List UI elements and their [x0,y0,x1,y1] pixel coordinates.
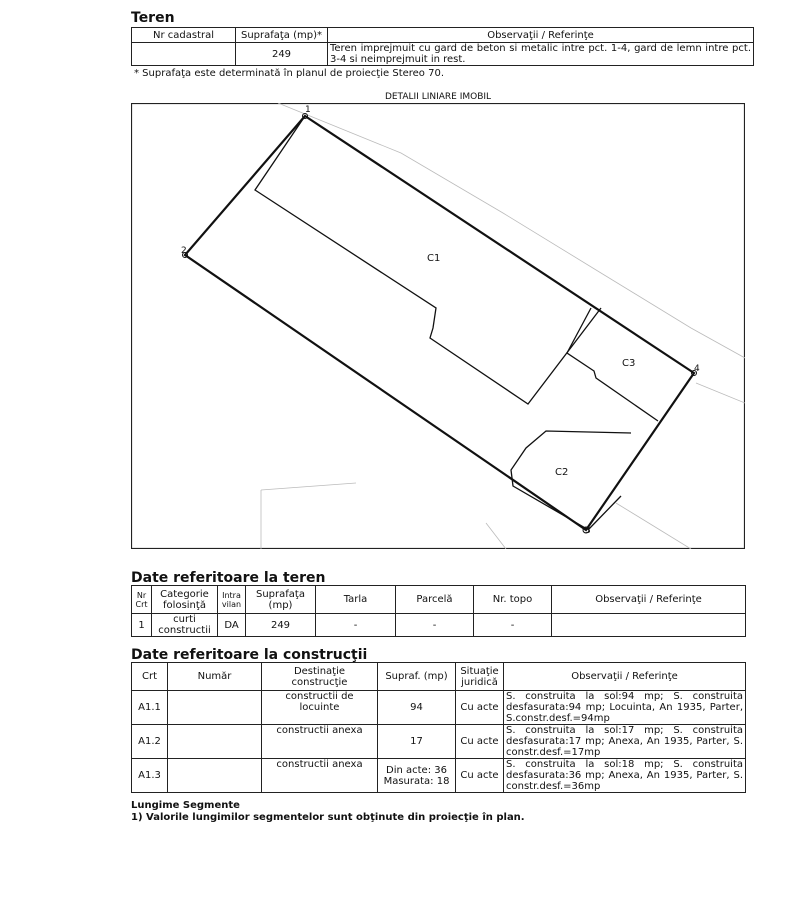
table-row [132,725,746,759]
header-intravilan-line2: vilan [221,599,242,609]
teren-title: Teren [131,10,175,26]
cell-situatie: Cu acte [456,725,504,759]
header-crt: Crt [132,663,168,691]
header-destinatie-line1: Destinaţie [293,665,346,677]
building-label-c1: C1 [427,253,441,264]
header-categorie-line2: folosinţă [163,599,206,611]
cell-categorie-line1: curti [173,614,196,625]
cell-supraf-line2: Masurata: 18 [383,775,450,787]
cell-categorie-line2: constructii [158,625,211,636]
cell-destinatie [262,691,378,725]
cell-observatii-constructii: S. construita la sol:18 mp; S. construita desfasurata:36 mp; Anexa, An 1935, Parter, S. constr.desf.=36mp [504,759,746,793]
cell-suprafata-mp: 249 [246,614,316,637]
header-observatii: Observaţii / Referinţe [328,28,754,43]
building-label-c2: C2 [555,467,569,478]
plan-caption: DETALII LINIARE IMOBIL [384,92,492,102]
header-destinatie-line2: construcţie [291,676,348,688]
cell-situatie: Cu acte [456,691,504,725]
point-label-3: 3 [585,526,591,536]
header-suprafata-line2: (mp) [268,599,293,611]
table-row [132,614,746,637]
header-nr-crt-line2: Crt [135,599,148,609]
cell-observatii: Teren imprejmuit cu gard de beton si metalic intre pct. 1-4, gard de lemn intre pct. 3-4 si neimprejmuit in rest. [328,43,754,66]
teren-footnote: * Suprafaţa este determinată în planul de proiecţie Stereo 70. [134,68,445,79]
cell-crt: A1.1 [132,691,168,725]
header-categorie [152,586,218,614]
header-situatie-line1: Situaţie [460,665,499,677]
cell-destinatie: constructii anexa [262,759,378,793]
header-nr-topo: Nr. topo [474,586,552,614]
header-situatie [456,663,504,691]
date-teren-title: Date referitoare la teren [131,570,326,586]
cell-tarla: - [316,614,396,637]
cell-suprafata: 249 [236,43,328,66]
date-constructii-title: Date referitoare la construcţii [131,647,368,663]
cell-destinatie-line1: constructii de [285,691,354,702]
header-intravilan-line1: Intra [222,590,241,600]
cell-categorie [152,614,218,637]
date-constructii-table [131,662,746,793]
cell-nr-cadastral [132,43,236,66]
teren-table [131,27,754,66]
header-categorie-line1: Categorie [160,588,209,600]
cell-supraf: 94 [378,691,456,725]
header-situatie-line2: juridică [461,676,498,688]
header-suprafata-mp [246,586,316,614]
header-suprafata-line1: Suprafaţa [256,588,305,600]
cell-nr-crt: 1 [132,614,152,637]
cell-destinatie-line2: locuinte [299,702,340,713]
header-intravilan [218,586,246,614]
cell-situatie: Cu acte [456,759,504,793]
cell-intravilan: DA [218,614,246,637]
header-nr-crt [132,586,152,614]
header-numar: Număr [168,663,262,691]
point-label-1: 1 [305,105,311,115]
header-suprafata: Suprafaţa (mp)* [236,28,328,43]
lungime-note: 1) Valorile lungimilor segmentelor sunt obţinute din proiecţie în plan. [131,812,525,823]
cell-parcela: - [396,614,474,637]
cell-supraf: 17 [378,725,456,759]
cell-destinatie: constructii anexa [262,725,378,759]
header-destinatie [262,663,378,691]
cell-observatii-constructii: S. construita la sol:94 mp; S. construita desfasurata:94 mp; Locuinta, An 1935, Parter, S.constr.desf.=94mp [504,691,746,725]
building-label-c3: C3 [622,358,636,369]
cell-observatii-constructii: S. construita la sol:17 mp; S. construita desfasurata:17 mp; Anexa, An 1935, Parter, S. constr.desf.=17mp [504,725,746,759]
header-observatii-teren: Observaţii / Referinţe [552,586,746,614]
cell-numar [168,759,262,793]
header-nr-cadastral: Nr cadastral [132,28,236,43]
cell-nr-topo: - [474,614,552,637]
cell-observatii-teren [552,614,746,637]
date-teren-table [131,585,746,637]
cell-crt: A1.3 [132,759,168,793]
header-parcela: Parcelă [396,586,474,614]
cell-crt: A1.2 [132,725,168,759]
header-observatii-constructii: Observaţii / Referinţe [504,663,746,691]
cadastral-plan [131,103,745,549]
cell-numar [168,691,262,725]
header-supraf: Supraf. (mp) [378,663,456,691]
lungime-title: Lungime Segmente [131,800,240,811]
table-row [132,759,746,793]
header-nr-crt-line1: Nr [136,590,147,600]
point-label-2: 2 [181,246,187,256]
cell-supraf-line1: Din acte: 36 [386,764,447,776]
point-label-4: 4 [694,364,700,374]
cell-numar [168,725,262,759]
cell-supraf [378,759,456,793]
table-row [132,691,746,725]
header-tarla: Tarla [316,586,396,614]
